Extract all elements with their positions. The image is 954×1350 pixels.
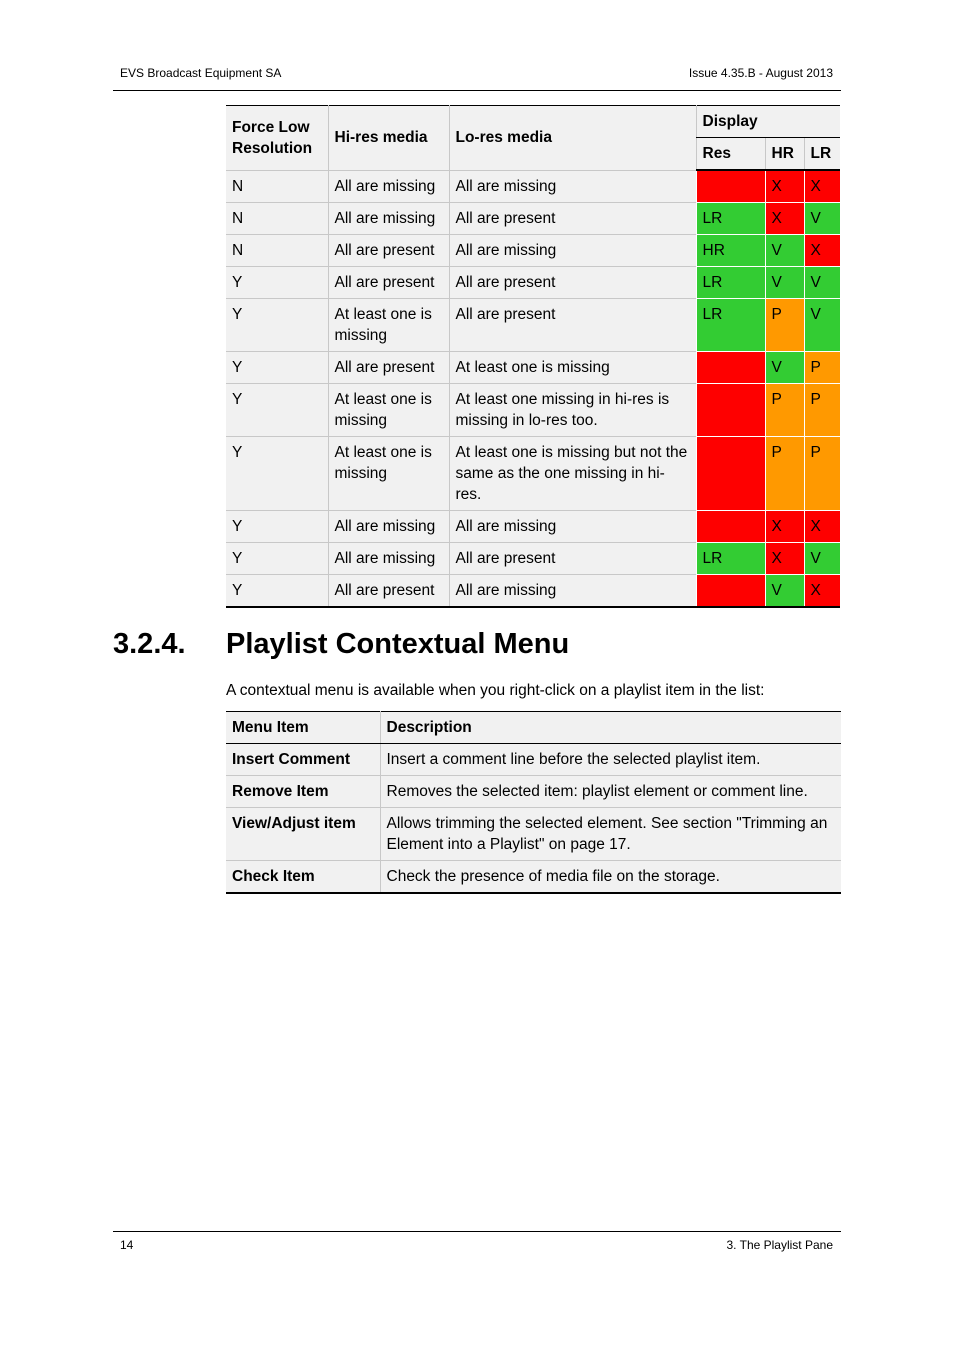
cell-hires: All are missing — [328, 170, 449, 203]
cell-lores: At least one is missing — [449, 352, 696, 384]
cell-lores: At least one is missing but not the same as the one missing in hi-res. — [449, 437, 696, 511]
cell-display-lr: X — [804, 235, 840, 267]
col-header-force-low: Force Low Resolution — [226, 106, 328, 171]
section-number: 3.2.4. — [113, 628, 186, 660]
cell-hires: At least one is missing — [328, 384, 449, 437]
cell-display-hr: X — [765, 511, 804, 543]
cell-force-low: Y — [226, 384, 328, 437]
table-row — [226, 352, 840, 384]
footer-page-number: 14 — [120, 1238, 134, 1252]
table-row — [226, 267, 840, 299]
col-header-res: Res — [696, 138, 765, 171]
cell-display-hr: X — [765, 170, 804, 203]
cell-display-res — [696, 170, 765, 203]
cell-description: Check the presence of media file on the storage. — [380, 861, 841, 894]
cell-display-hr: P — [765, 384, 804, 437]
cell-hires: All are present — [328, 235, 449, 267]
cell-display-lr: V — [804, 203, 840, 235]
cell-hires: All are present — [328, 575, 449, 608]
cell-lores: All are present — [449, 267, 696, 299]
col-header-menu-item: Menu Item — [226, 712, 380, 744]
cell-lores: All are present — [449, 543, 696, 575]
cell-force-low: Y — [226, 511, 328, 543]
cell-menu-item: Remove Item — [226, 776, 380, 808]
section-title: Playlist Contextual Menu — [226, 628, 570, 660]
cell-hires: All are missing — [328, 543, 449, 575]
table-row — [226, 384, 840, 437]
contextual-menu-table — [226, 711, 841, 894]
cell-display-res: LR — [696, 267, 765, 299]
cell-menu-item: Insert Comment — [226, 744, 380, 776]
cell-display-lr: V — [804, 299, 840, 352]
table-row — [226, 511, 840, 543]
cell-display-hr: X — [765, 203, 804, 235]
cell-display-hr: X — [765, 543, 804, 575]
table-row — [226, 575, 840, 608]
cell-force-low: Y — [226, 575, 328, 608]
cell-display-res: LR — [696, 203, 765, 235]
cell-force-low: N — [226, 235, 328, 267]
cell-lores: All are missing — [449, 170, 696, 203]
cell-display-res — [696, 437, 765, 511]
cell-menu-item: View/Adjust item — [226, 808, 380, 861]
col-header-hr: HR — [765, 138, 804, 171]
col-header-display: Display — [696, 106, 840, 138]
table-row — [226, 543, 840, 575]
cell-hires: All are present — [328, 267, 449, 299]
cell-display-hr: V — [765, 267, 804, 299]
cell-display-hr: V — [765, 352, 804, 384]
cell-lores: All are present — [449, 299, 696, 352]
table-row — [226, 808, 841, 861]
table-row — [226, 235, 840, 267]
cell-hires: At least one is missing — [328, 437, 449, 511]
cell-display-lr: P — [804, 384, 840, 437]
cell-display-lr: X — [804, 511, 840, 543]
cell-force-low: Y — [226, 299, 328, 352]
cell-display-lr: X — [804, 575, 840, 608]
footer-divider — [113, 1231, 841, 1232]
section-heading — [113, 625, 569, 663]
table-row — [226, 776, 841, 808]
col-header-hires: Hi-res media — [328, 106, 449, 171]
cell-force-low: N — [226, 170, 328, 203]
cell-display-hr: P — [765, 437, 804, 511]
table-row — [226, 299, 840, 352]
cell-force-low: Y — [226, 267, 328, 299]
cell-description: Removes the selected item: playlist element or comment line. — [380, 776, 841, 808]
cell-force-low: Y — [226, 543, 328, 575]
cell-lores: All are missing — [449, 235, 696, 267]
cell-description: Allows trimming the selected element. See section "Trimming an Element into a Playlist" on page 17. — [380, 808, 841, 861]
cell-description: Insert a comment line before the selected playlist item. — [380, 744, 841, 776]
col-header-lores: Lo-res media — [449, 106, 696, 171]
cell-display-res — [696, 352, 765, 384]
cell-display-lr: P — [804, 437, 840, 511]
cell-lores: All are present — [449, 203, 696, 235]
header-divider — [113, 90, 841, 91]
cell-display-res: LR — [696, 299, 765, 352]
cell-force-low: N — [226, 203, 328, 235]
table-row — [226, 170, 840, 203]
intro-paragraph: A contextual menu is available when you right-click on a playlist item in the list: — [226, 682, 765, 699]
cell-hires: All are present — [328, 352, 449, 384]
cell-display-lr: P — [804, 352, 840, 384]
header-company: EVS Broadcast Equipment SA — [120, 66, 282, 80]
table-row — [226, 861, 841, 894]
col-header-lr: LR — [804, 138, 840, 171]
cell-lores: All are missing — [449, 511, 696, 543]
cell-lores: At least one missing in hi-res is missing in lo-res too. — [449, 384, 696, 437]
table-row — [226, 437, 840, 511]
cell-hires: All are missing — [328, 203, 449, 235]
cell-menu-item: Check Item — [226, 861, 380, 894]
cell-force-low: Y — [226, 437, 328, 511]
media-display-table — [226, 105, 840, 608]
cell-display-res: LR — [696, 543, 765, 575]
cell-display-res: HR — [696, 235, 765, 267]
footer-chapter: 3. The Playlist Pane — [726, 1238, 833, 1252]
header-issue: Issue 4.35.B - August 2013 — [688, 66, 833, 80]
cell-display-res — [696, 575, 765, 608]
col-header-description: Description — [380, 712, 841, 744]
cell-lores: All are missing — [449, 575, 696, 608]
cell-hires: At least one is missing — [328, 299, 449, 352]
cell-display-res — [696, 384, 765, 437]
cell-hires: All are missing — [328, 511, 449, 543]
cell-force-low: Y — [226, 352, 328, 384]
cell-display-hr: P — [765, 299, 804, 352]
cell-display-hr: V — [765, 575, 804, 608]
cell-display-lr: V — [804, 267, 840, 299]
table-row — [226, 744, 841, 776]
cell-display-lr: X — [804, 170, 840, 203]
cell-display-hr: V — [765, 235, 804, 267]
table-row — [226, 203, 840, 235]
cell-display-res — [696, 511, 765, 543]
cell-display-lr: V — [804, 543, 840, 575]
